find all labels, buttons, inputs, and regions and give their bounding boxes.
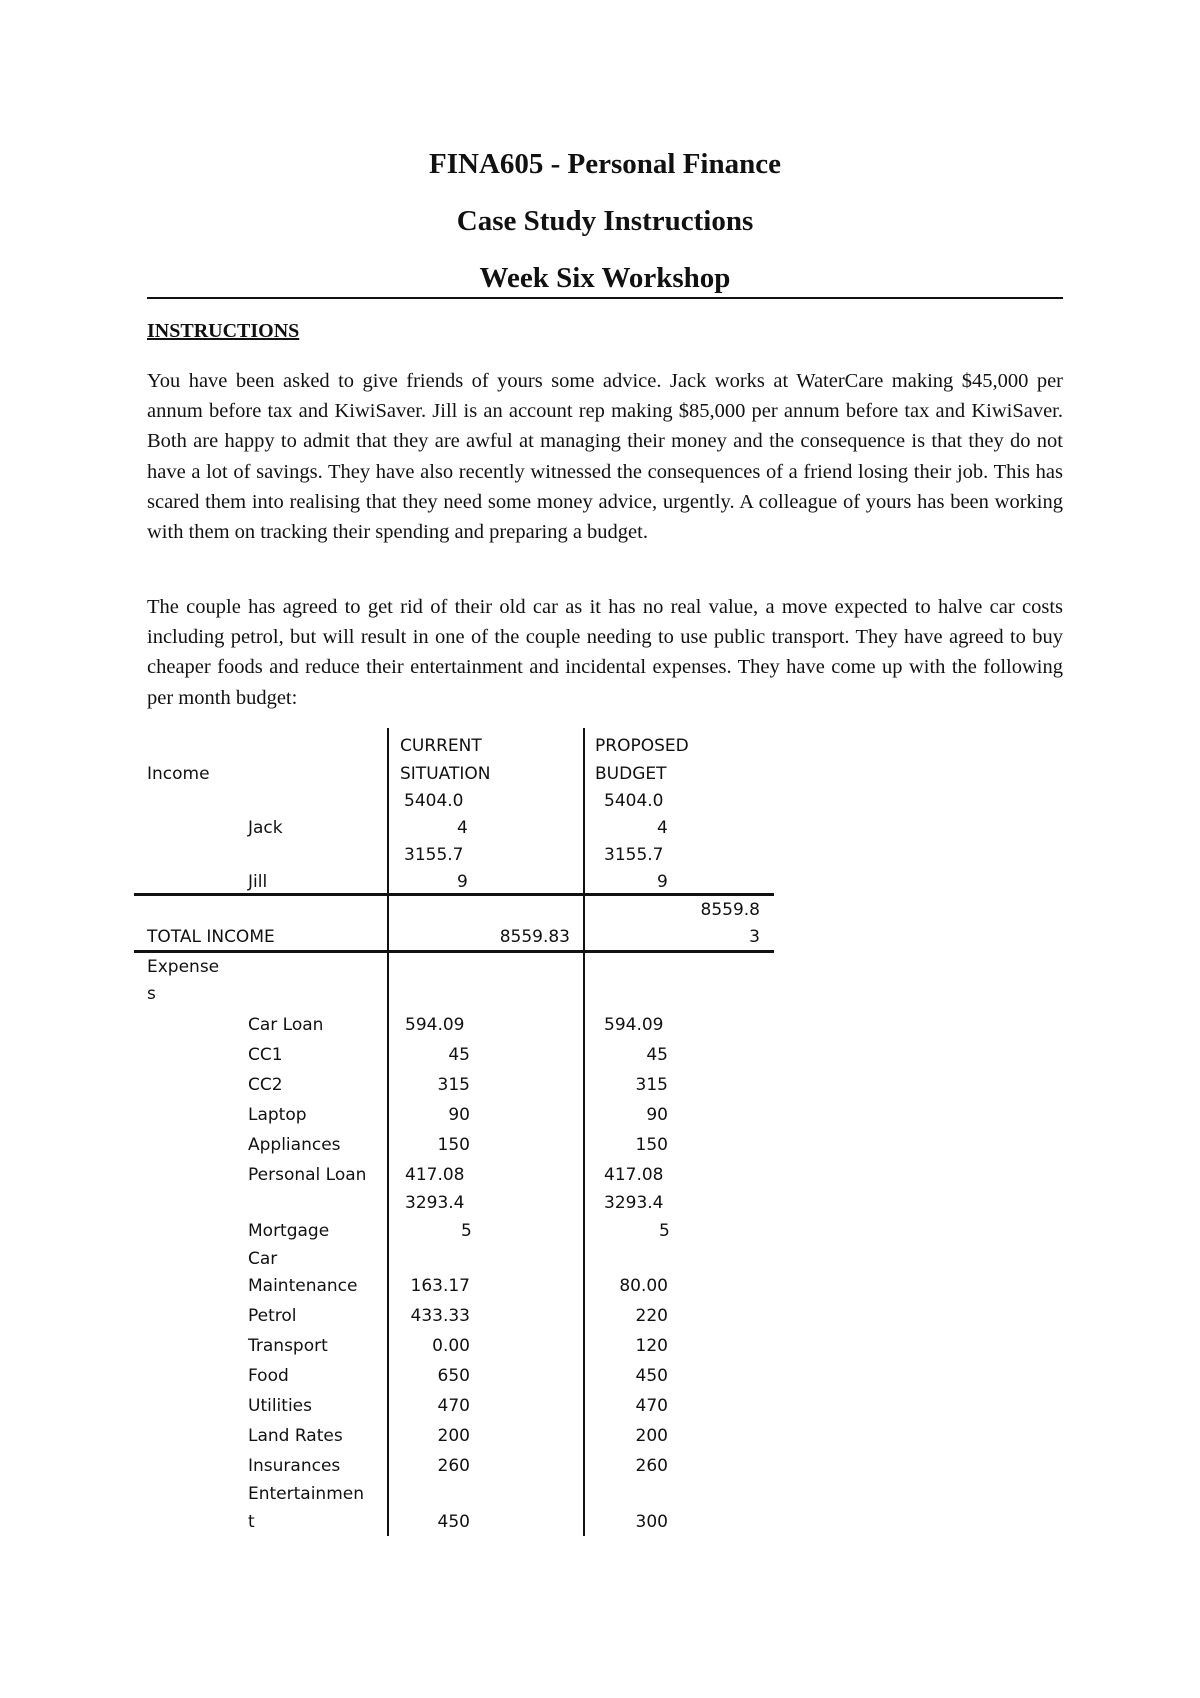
title-divider [147, 297, 1063, 299]
jack-proposed-b: 4 [657, 818, 668, 838]
expenses-label-line1: Expense [147, 957, 220, 977]
expense-appliances: Appliances [248, 1135, 341, 1155]
entertainment-proposed: 300 [635, 1512, 668, 1532]
insurances-current: 260 [437, 1456, 470, 1476]
total-income-label: TOTAL INCOME [147, 927, 275, 947]
income-row-jack: Jack [248, 818, 283, 838]
cc1-proposed: 45 [646, 1045, 668, 1065]
land-rates-current: 200 [437, 1426, 470, 1446]
expense-car-maintenance-line1: Car [248, 1249, 278, 1269]
total-income-proposed-b: 3 [749, 927, 760, 947]
laptop-current: 90 [448, 1105, 470, 1125]
car-maintenance-proposed: 80.00 [619, 1276, 668, 1296]
expense-entertainment-line2: t [248, 1512, 255, 1532]
paragraph-1: You have been asked to give friends of yours some advice. Jack works at WaterCare making $45,000 per annum before tax and KiwiSaver. Jill is an account rep making $85,000 per annum before tax and KiwiSaver. Both are happy to admit that they are awful at managing their money and the consequence is that they do not have a lot of savings. They have also recently witnessed the consequences of a friend losing their job. This has scared them into realising that they need some money advice, urgently. A colleague of yours has been working with them on tracking their spending and preparing a budget. [147, 370, 1063, 544]
personal-loan-proposed: 417.08 [604, 1165, 664, 1185]
current-header-line1: CURRENT [400, 736, 482, 756]
utilities-current: 470 [437, 1396, 470, 1416]
proposed-header-line1: PROPOSED [595, 736, 689, 756]
mortgage-proposed-b: 5 [659, 1221, 670, 1241]
expense-car-maintenance-line2: Maintenance [248, 1276, 358, 1296]
land-rates-proposed: 200 [635, 1426, 668, 1446]
laptop-proposed: 90 [646, 1105, 668, 1125]
expense-petrol: Petrol [248, 1306, 297, 1326]
expense-laptop: Laptop [248, 1105, 307, 1125]
jill-proposed-b: 9 [657, 872, 668, 892]
transport-current: 0.00 [432, 1336, 470, 1356]
total-income-current: 8559.83 [499, 927, 570, 947]
document-subtitle: Case Study Instructions [456, 205, 754, 237]
income-row-jill: Jill [248, 872, 268, 892]
expense-food: Food [248, 1366, 289, 1386]
paragraph-2: The couple has agreed to get rid of their old car as it has no real value, a move expected to halve car costs including petrol, but will result in one of the couple needing to use public transport. They have agreed to buy cheaper foods and reduce their entertainment and incidental expenses. They have come up with the following per month budget: [147, 596, 1063, 709]
jill-proposed-a: 3155.7 [604, 845, 664, 865]
expense-transport: Transport [248, 1336, 328, 1356]
petrol-current: 433.33 [410, 1306, 470, 1326]
entertainment-current: 450 [437, 1512, 470, 1532]
income-divider [134, 893, 774, 896]
personal-loan-current: 417.08 [405, 1165, 465, 1185]
jack-proposed-a: 5404.0 [604, 791, 664, 811]
mortgage-current-b: 5 [461, 1221, 472, 1241]
cc2-current: 315 [437, 1075, 470, 1095]
expense-car-loan: Car Loan [248, 1015, 324, 1035]
expense-land-rates: Land Rates [248, 1426, 343, 1446]
document-title: FINA605 - Personal Finance [429, 148, 781, 180]
expense-utilities: Utilities [248, 1396, 312, 1416]
mortgage-proposed-a: 3293.4 [604, 1193, 664, 1213]
insurances-proposed: 260 [635, 1456, 668, 1476]
food-current: 650 [437, 1366, 470, 1386]
expense-personal-loan: Personal Loan [248, 1165, 367, 1185]
expense-cc1: CC1 [248, 1045, 283, 1065]
mortgage-current-a: 3293.4 [405, 1193, 465, 1213]
income-label: Income [147, 764, 210, 784]
document-week-title: Week Six Workshop [479, 262, 731, 294]
jill-current-a: 3155.7 [404, 845, 464, 865]
proposed-header-line2: BUDGET [595, 764, 667, 784]
current-header-line2: SITUATION [400, 764, 491, 784]
expense-entertainment-line1: Entertainmen [248, 1484, 365, 1504]
car-maintenance-current: 163.17 [410, 1276, 470, 1296]
section-heading: INSTRUCTIONS [147, 320, 300, 342]
jill-current-b: 9 [457, 872, 468, 892]
food-proposed: 450 [635, 1366, 668, 1386]
expense-cc2: CC2 [248, 1075, 283, 1095]
petrol-proposed: 220 [635, 1306, 668, 1326]
car-loan-proposed: 594.09 [604, 1015, 664, 1035]
utilities-proposed: 470 [635, 1396, 668, 1416]
expense-mortgage: Mortgage [248, 1221, 330, 1241]
transport-proposed: 120 [635, 1336, 668, 1356]
expense-insurances: Insurances [248, 1456, 341, 1476]
total-income-proposed-a: 8559.8 [700, 900, 760, 920]
jack-current-a: 5404.0 [404, 791, 464, 811]
total-divider [134, 950, 774, 953]
expenses-label-line2: s [147, 984, 156, 1004]
cc1-current: 45 [448, 1045, 470, 1065]
appliances-proposed: 150 [635, 1135, 668, 1155]
jack-current-b: 4 [457, 818, 468, 838]
appliances-current: 150 [437, 1135, 470, 1155]
cc2-proposed: 315 [635, 1075, 668, 1095]
car-loan-current: 594.09 [405, 1015, 465, 1035]
